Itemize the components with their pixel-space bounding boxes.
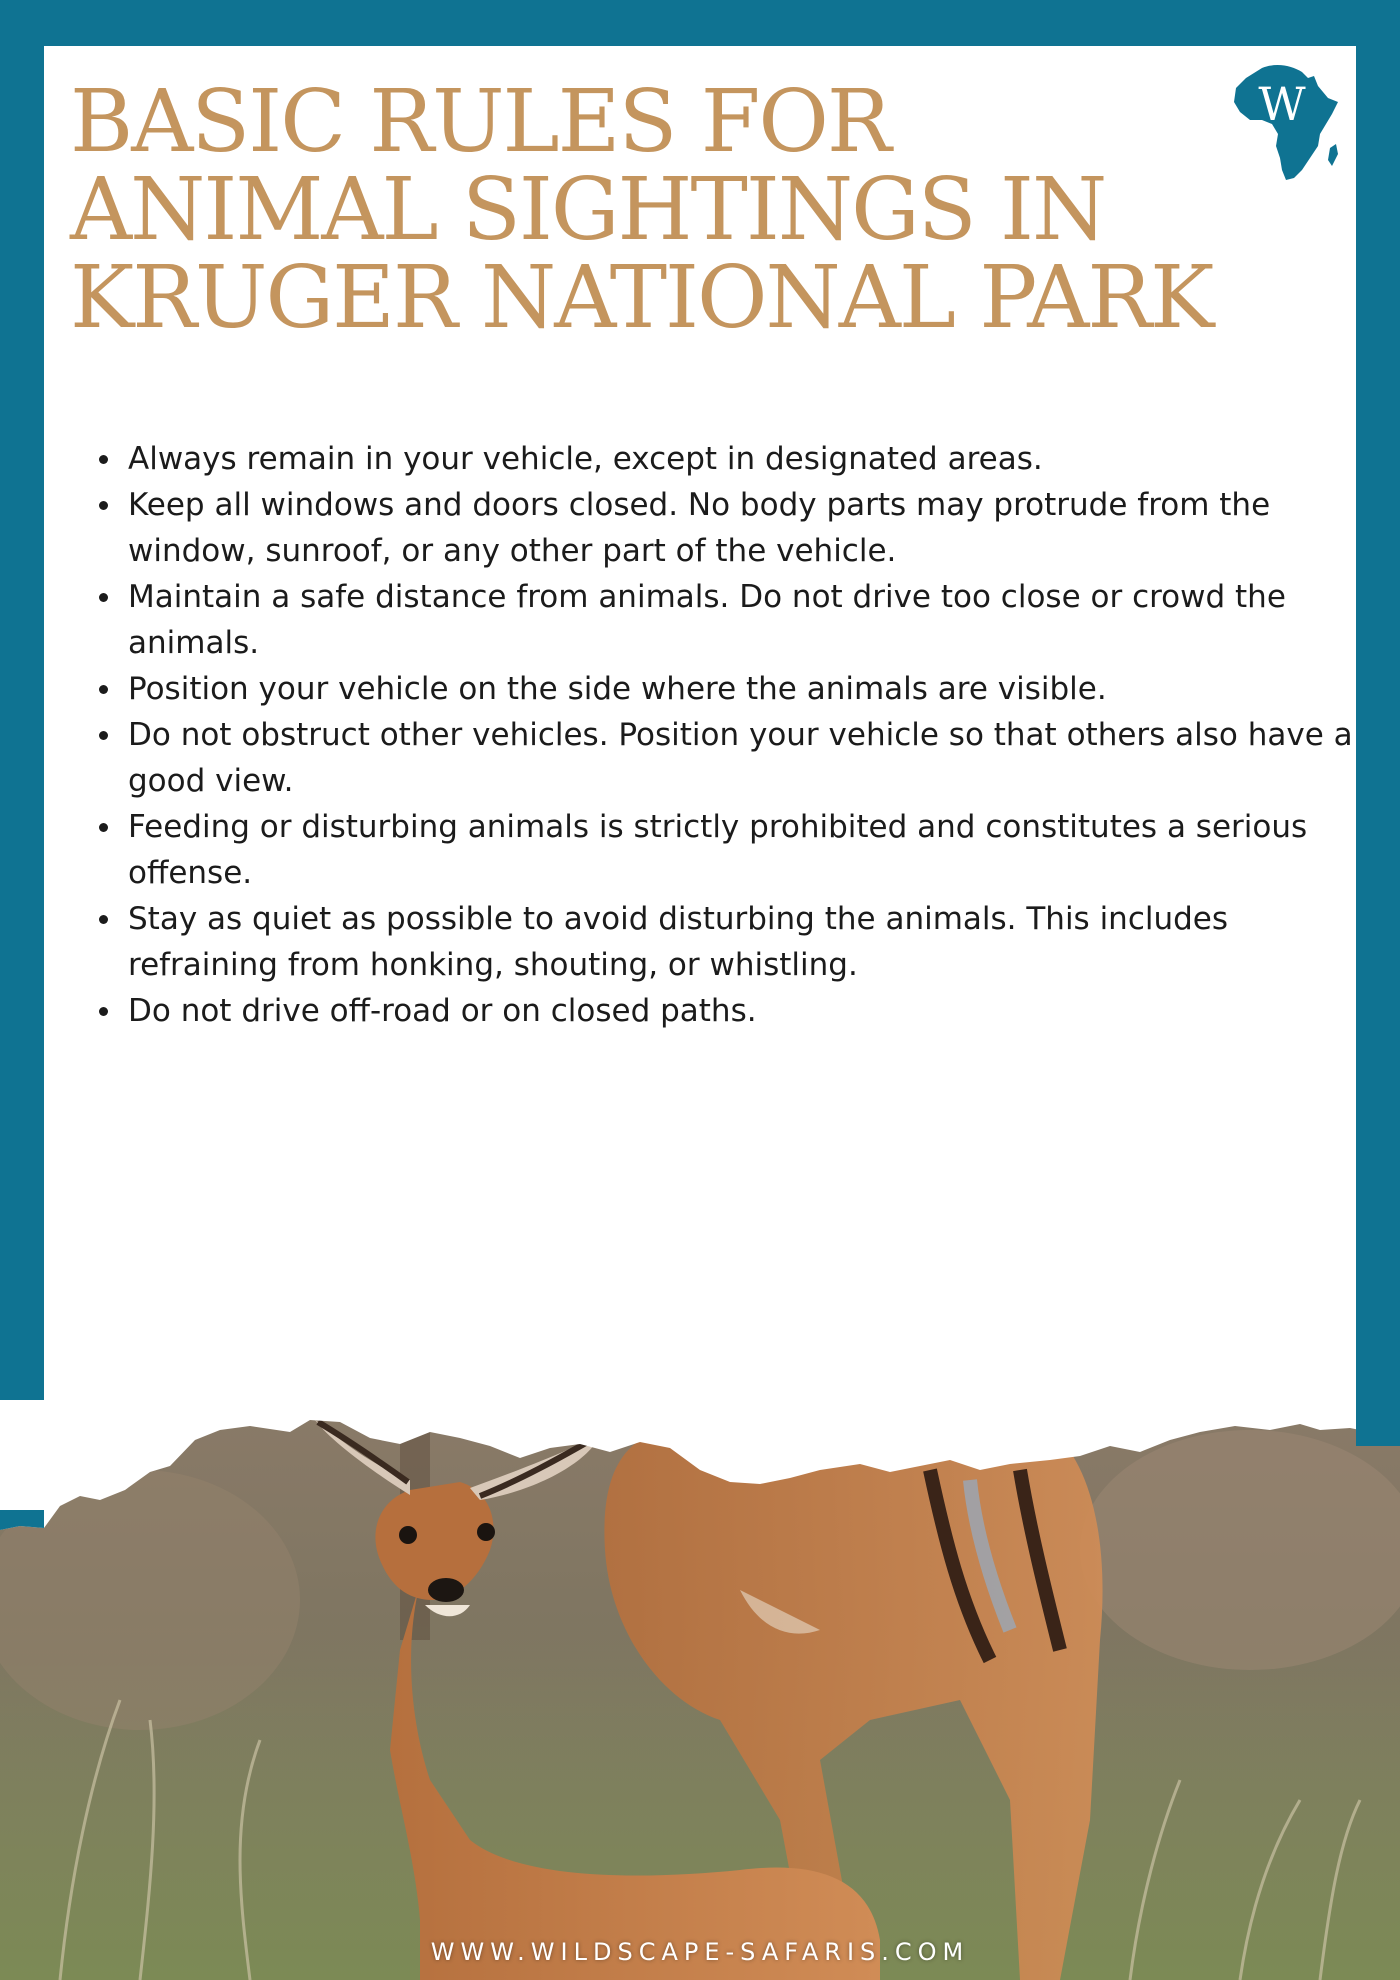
rule-item: Do not obstruct other vehicles. Position your vehicle so that others also have a good view.	[128, 712, 1358, 804]
rule-item: Keep all windows and doors closed. No body parts may protrude from the window, sunroof, or any other part of the vehicle.	[128, 482, 1358, 574]
rule-item: Stay as quiet as possible to avoid disturbing the animals. This includes refraining from honking, shouting, or whistling.	[128, 896, 1358, 988]
logo-letter: W	[1258, 77, 1306, 131]
rule-item: Do not drive off-road or on closed paths.	[128, 988, 1358, 1034]
rule-item: Maintain a safe distance from animals. Do not drive too close or crowd the animals.	[128, 574, 1358, 666]
page-title: BASIC RULES FOR ANIMAL SIGHTINGS IN KRUGER NATIONAL PARK	[70, 72, 1213, 348]
footer-website-url: WWW.WILDSCAPE-SAFARIS.COM	[430, 1938, 970, 1966]
rules-list	[92, 436, 1358, 1034]
rule-item: Position your vehicle on the side where the animals are visible.	[128, 666, 1358, 712]
impala-photo	[0, 1400, 1400, 1980]
rule-item: Feeding or disturbing animals is strictly prohibited and constitutes a serious offense.	[128, 804, 1358, 896]
africa-map-logo-icon	[1232, 62, 1340, 182]
rule-item: Always remain in your vehicle, except in designated areas.	[128, 436, 1358, 482]
